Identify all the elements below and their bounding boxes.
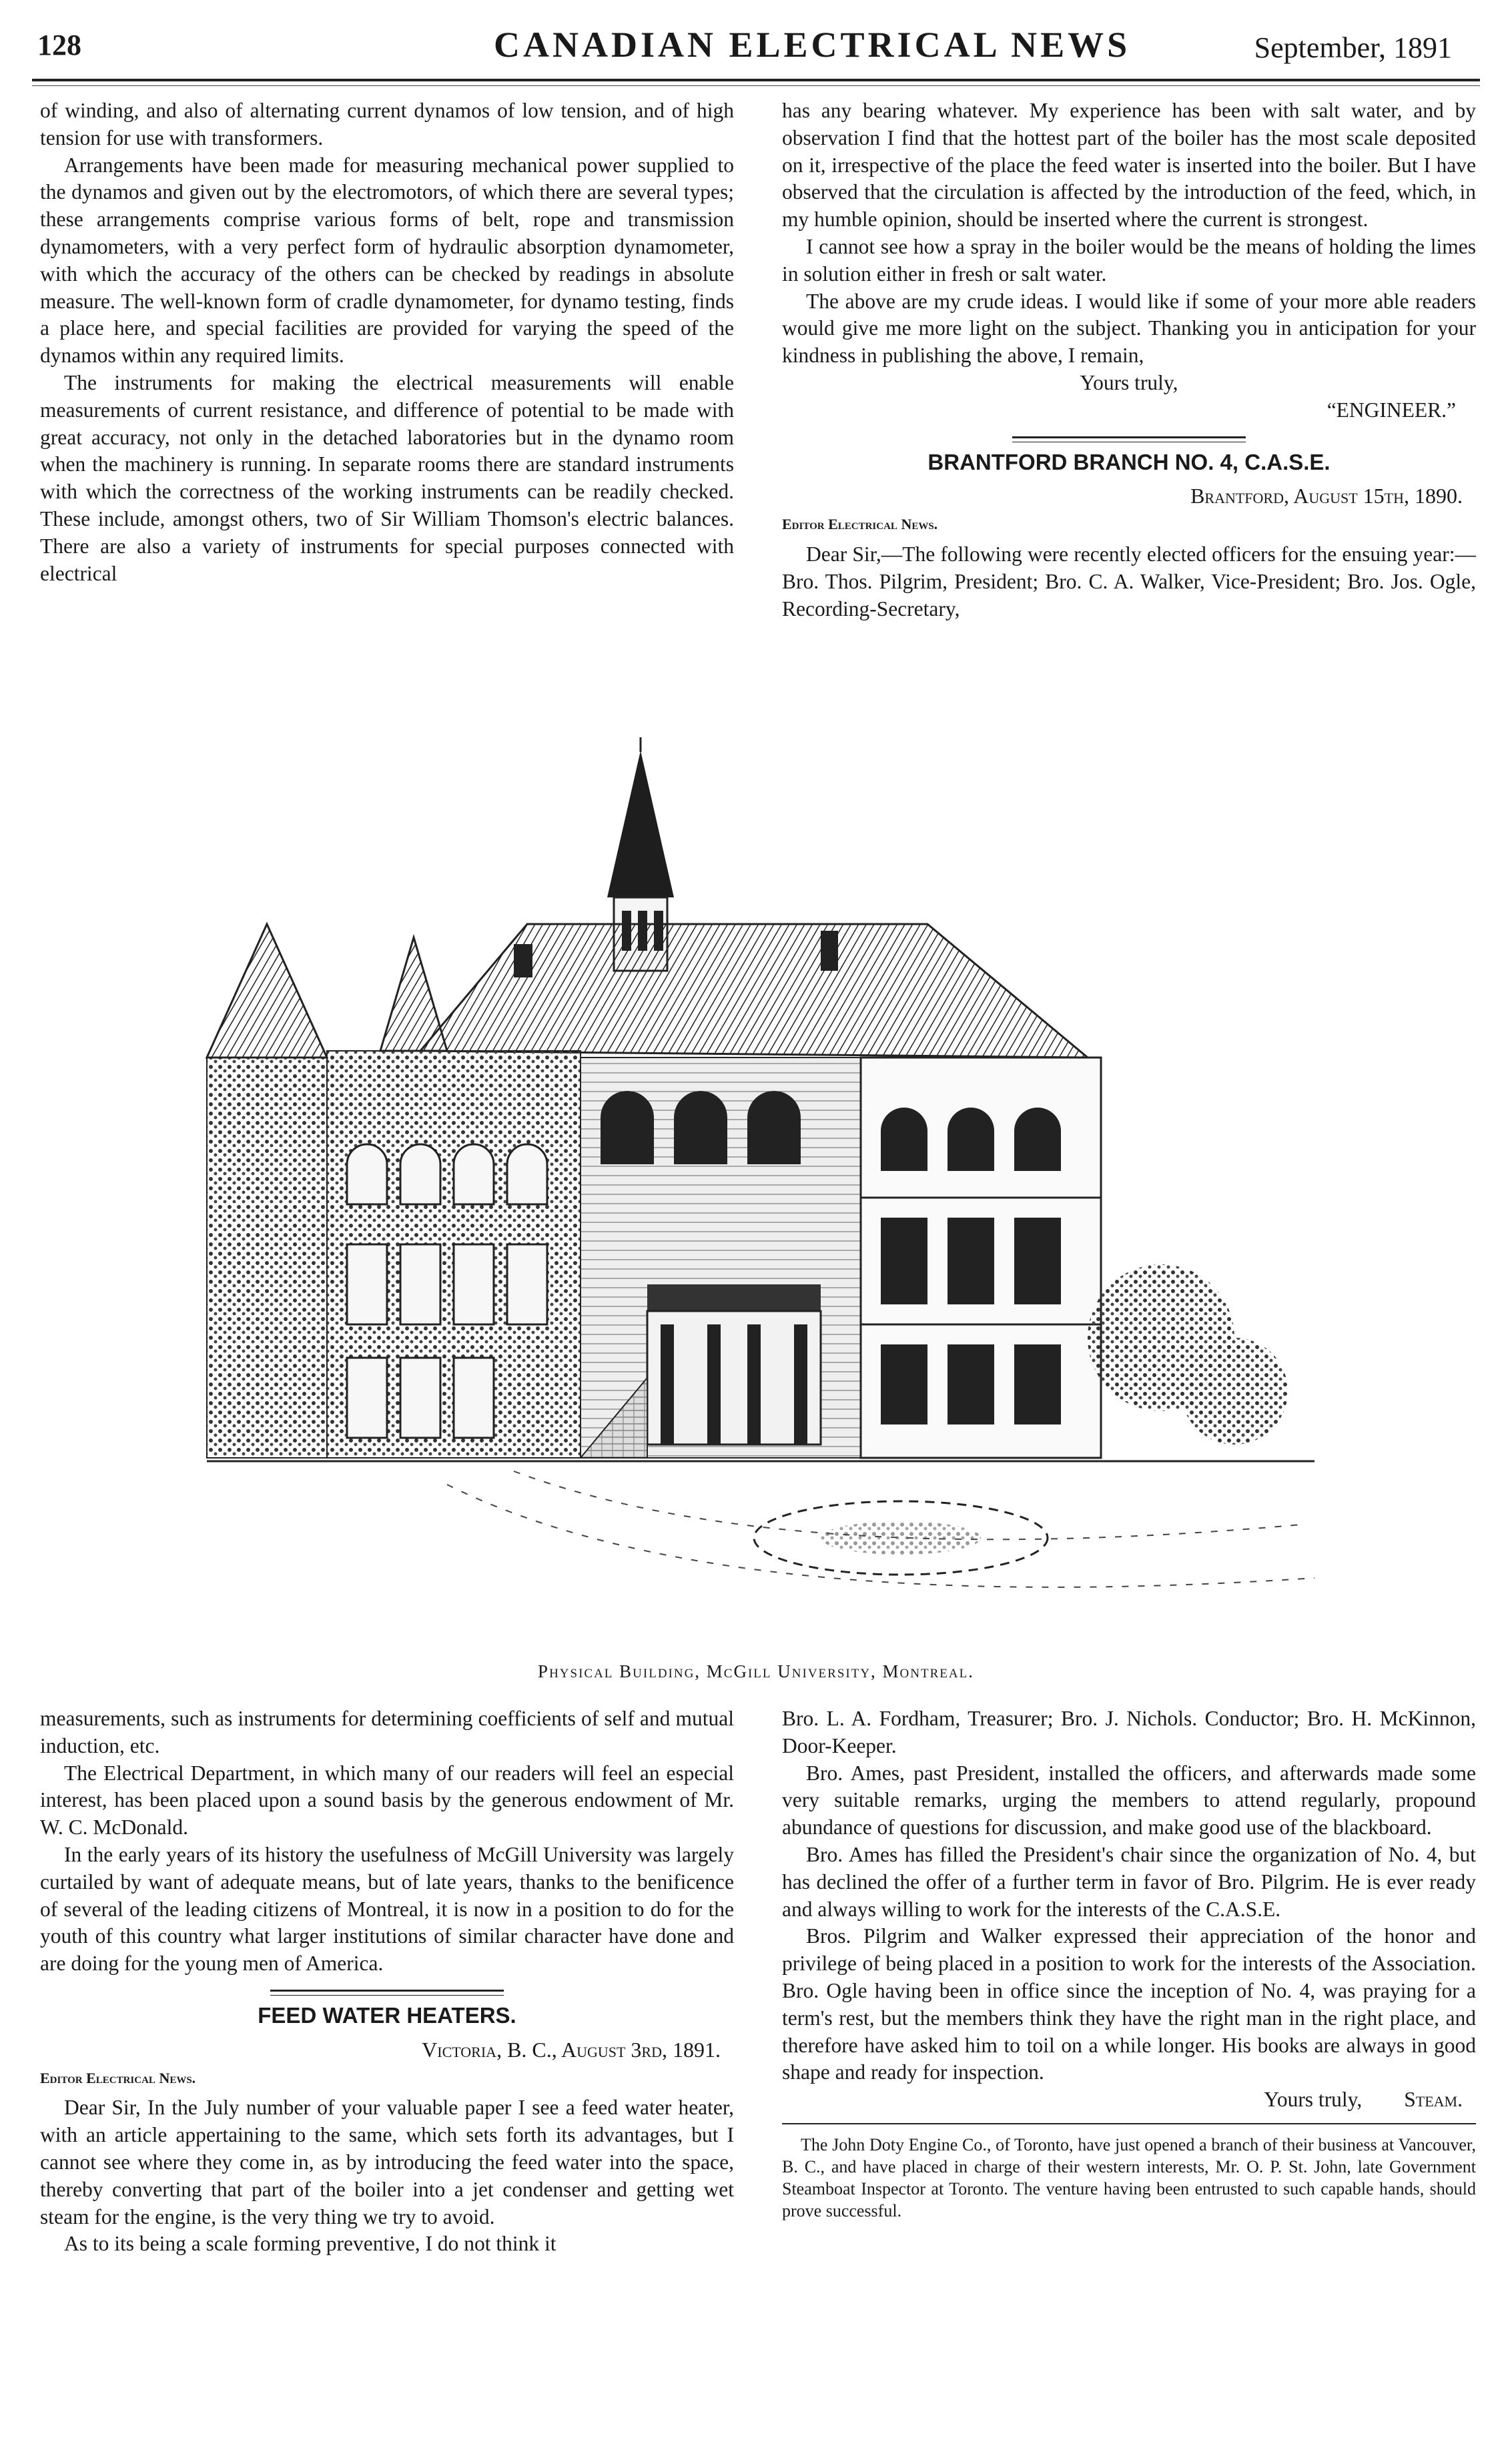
letter-signature: Steam. — [1404, 2088, 1463, 2112]
letter-addressee: Editor Electrical News. — [40, 2069, 196, 2086]
column-top-right — [782, 97, 1476, 623]
letter-signoff — [782, 2086, 1476, 2114]
page-number: 128 — [37, 29, 81, 61]
paragraph: of winding, and also of alternating current dynamos of low tension, and of high tension for use with transformers. — [40, 99, 734, 149]
paragraph: has any bearing whatever. My experience has been with salt water, and by observation I find that the hottest part of the boiler has the most scale deposited on it, irrespective of the place the feed water is inserted into the boiler. But I have observed that the circulation is affected by the introduction of the feed, which, in my humble opinion, should be inserted where the current is strongest. — [782, 99, 1476, 232]
letter-dateline: Brantford, August 15th, 1890. — [1190, 484, 1463, 508]
figure-caption: Physical Building, McGill University, Montreal. — [538, 1661, 974, 1681]
header-rule-thin — [32, 85, 1480, 86]
column-top-left — [40, 97, 734, 587]
journal-title: CANADIAN ELECTRICAL NEWS — [494, 25, 1131, 65]
paragraph: Dear Sir, In the July number of your valuable paper I see a feed water heater, with an article appertaining to the same, which sets forth its advantages, but I cannot see where they come in, as by introducing the feed water into the space, thereby converting that part of the boiler into a jet condenser and getting wet steam for the engine, is the very thing we try to avoid. — [40, 2096, 734, 2228]
section-divider — [1012, 436, 1246, 442]
paragraph: Bro. Ames, past President, installed the officers, and afterwards made some very suitable remarks, urging the members to attend regularly, propound abundance of questions for discussion, and make good use of the blackboard. — [782, 1761, 1476, 1839]
building-engraving — [180, 737, 1355, 1658]
section-divider — [270, 1990, 504, 1996]
paragraph: Dear Sir,—The following were recently elected officers for the ensuing year:—Bro. Thos. Pilgrim, President; Bro. C. A. Walker, Vice-President; Bro. Jos. Ogle, Recording-Secretary, — [782, 542, 1476, 621]
paragraph: measurements, such as instruments for determining coefficients of self and mutual induction, etc. — [40, 1707, 734, 1757]
paragraph: Arrangements have been made for measuring mechanical power supplied to the dynamos and given out by the electromotors, of which there are several types; these arrangements comprise various forms of belt, rope and transmission dynamometers, with a very perfect form of hydraulic absorption dynamometer, with which the accuracy of the others can be checked by readings in absolute measure. The well-known form of cradle dynamometer, for dynamo testing, finds a place here, and special facilities are provided for varying the speed of the dynamos within any required limits. — [40, 153, 734, 368]
issue-date: September, 1891 — [1254, 31, 1452, 64]
letter-closing: Yours truly, — [1080, 370, 1178, 394]
paragraph: The John Doty Engine Co., of Toronto, have just opened a branch of their business at Vancouver, B. C., and have placed in charge of their western interests, Mr. O. P. St. John, late Government Steamboat Inspector at Toronto. The venture having been entrusted to such capable hands, should prove successful. — [782, 2134, 1476, 2220]
note-rule — [782, 2123, 1476, 2124]
paragraph: Bro. L. A. Fordham, Treasurer; Bro. J. Nichols. Conductor; Bro. H. McKinnon, Door-Keeper. — [782, 1707, 1476, 1757]
paragraph: In the early years of its history the usefulness of McGill University was largely curtailed by want of adequate means, but of late years, thanks to the benificence of several of the leading citizens of Montreal, it is now in a position to do for the youth of this country what larger institutions of similar character have done and are doing for the young men of America. — [40, 1842, 734, 1976]
letter-addressee: Editor Electrical News. — [782, 516, 938, 533]
section-heading: BRANTFORD BRANCH NO. 4, C.A.S.E. — [927, 449, 1331, 474]
header-rule — [32, 79, 1480, 81]
paragraph: The Electrical Department, in which many of our readers will feel an especial interest, has been placed upon a sound basis by the generous endowment of Mr. W. C. McDonald. — [40, 1761, 734, 1839]
column-bottom-right — [782, 1705, 1476, 2222]
letter-dateline: Victoria, B. C., August 3rd, 1891. — [422, 2037, 721, 2062]
paragraph: Bro. Ames has filled the President's chair since the organization of No. 4, but has declined the offer of a further term in favor of Bro. Pilgrim. He is ever ready and always willing to work for the interests of the C.A.S.E. — [782, 1842, 1476, 1921]
paragraph: The instruments for making the electrical measurements will enable measurements of current resistance, and difference of potential to be made with great accuracy, not only in the detached laboratories but in the dynamo room when the machinery is running. In separate rooms there are standard instruments with which the correctness of the working instruments can be readily checked. These include, amongst others, two of Sir William Thomson's electric balances. There are also a variety of instruments for special purposes connected with electrical — [40, 370, 734, 585]
building-illustration — [180, 737, 1355, 1658]
paragraph: The above are my crude ideas. I would like if some of your more able readers would give me more light on the subject. Thanking you in anticipation for your kindness in publishing the above, I remain, — [782, 289, 1476, 368]
paragraph: Bros. Pilgrim and Walker expressed their appreciation of the honor and privilege of being placed in a position to work for the interests of the Association. Bro. Ogle having been in office since the inception of No. 4, was praying for a term's rest, but the members think they have the right man in the right place, and therefore have asked him to toil on a while longer. His books are always in good shape and ready for inspection. — [782, 1924, 1476, 2084]
column-bottom-left — [40, 1705, 734, 2258]
paragraph: As to its being a scale forming preventive, I do not think it — [64, 2232, 556, 2256]
section-heading: FEED WATER HEATERS. — [258, 2002, 516, 2028]
letter-closing: Yours truly, — [1264, 2088, 1363, 2112]
paragraph: I cannot see how a spray in the boiler would be the means of holding the limes in solution either in fresh or salt water. — [782, 234, 1476, 286]
business-note — [782, 2134, 1476, 2222]
letter-signature: “ENGINEER.” — [1327, 398, 1456, 422]
